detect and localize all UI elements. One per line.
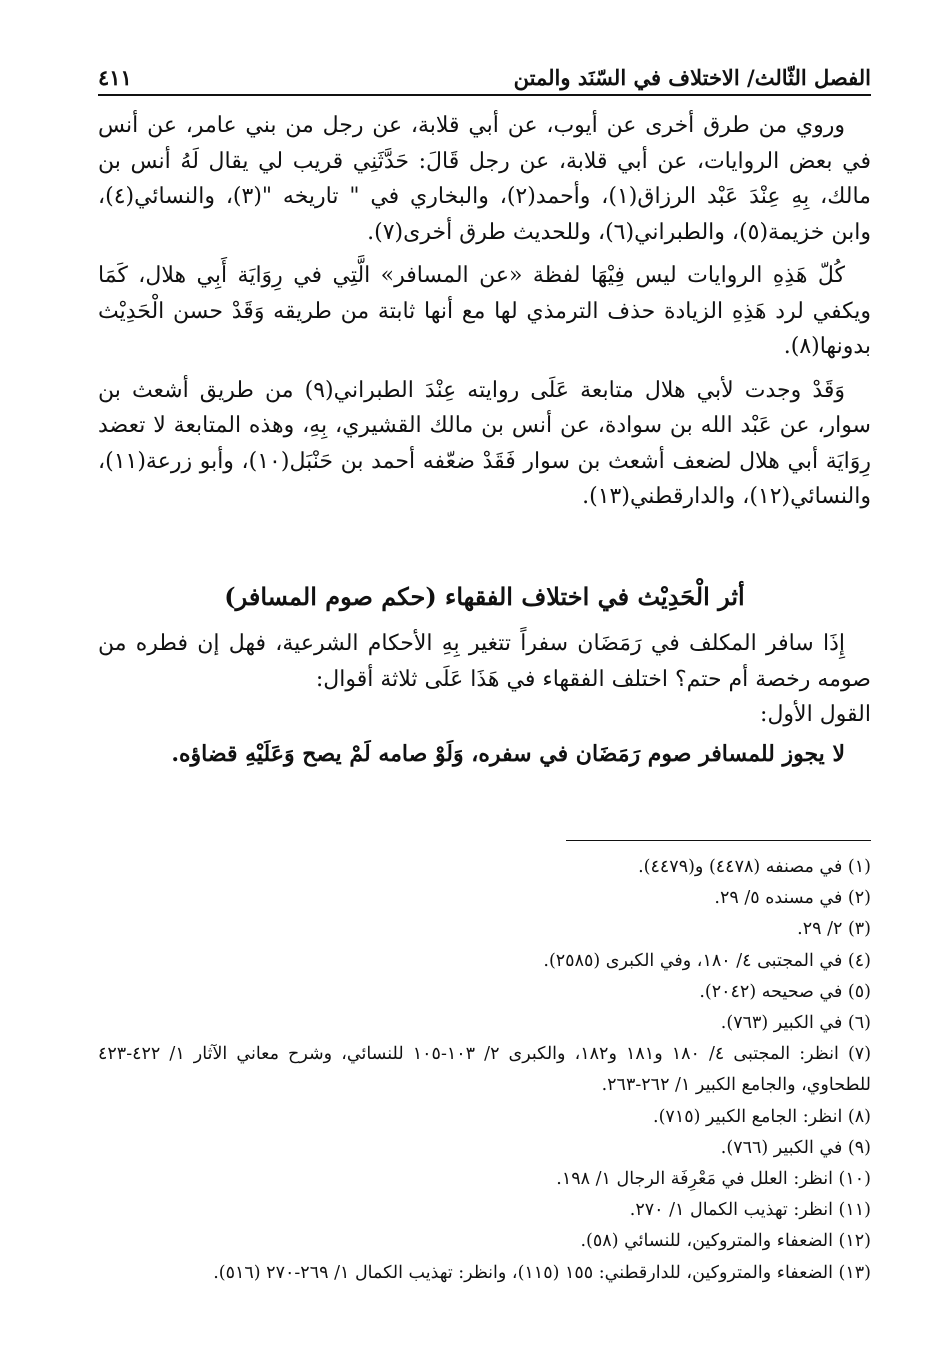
page-number: ٤١١ bbox=[98, 65, 132, 90]
paragraph: وَقَدْ وجدت لأبي هلال متابعة عَلَى روايته عِنْدَ الطبراني(٩) من طريق أشعث بن سوار، عن عَبْد الله بن سوادة، عن أنس بن مالك القشيري، بِهِ، وهذه المتابعة لا تعضد رِوَايَة أبي هلال لضعف أشعث بن سوار فَقَدْ ضعّفه أحمد بن حَنْبَل(١٠)، وأبو زرعة(١١)، والنسائي(١٢)، والدارقطني(١٣). bbox=[98, 377, 871, 509]
footnote: (١٣) الضعفاء والمتروكين، للدارقطني: ١٥٥ (١١٥)، وانظر: تهذيب الكمال ١/ ٢٦٩-٢٧٠ (٥١٦). bbox=[213, 1262, 871, 1283]
section-body bbox=[98, 626, 871, 772]
paragraph: وروي من طرق أخرى عن أيوب، عن أبي قلابة، عن رجل من بني عامر، عن أنس في بعض الروايات، عن أبي قلابة، عن رجل قَالَ: حَدَّثَنِي قريب لي يقال لَهُ أنس بن مالك، بِهِ عِنْدَ عَبْد الرزاق(١)، وأحمد(٢)، والبخاري في " تاريخه "(٣)، والنسائي(٤)، وابن خزيمة(٥)، والطبراني(٦)، وللحديث طرق أخرى(٧). bbox=[98, 113, 871, 245]
footnote: (١٠) انظر: العلل في مَعْرِفَة الرجال ١/ ١٩٨. bbox=[556, 1169, 871, 1190]
opinion-text: لا يجوز للمسافر صوم رَمَضَان في سفره، وَلَوْ صامه لَمْ يصح وَعَلَيْهِ قضاؤه. bbox=[171, 740, 845, 767]
footnote: (٦) في الكبير (٧٦٣). bbox=[720, 1013, 871, 1034]
page-header bbox=[98, 56, 871, 96]
footnote: (١١) انظر: تهذيب الكمال ١/ ٢٧٠. bbox=[629, 1200, 871, 1221]
footnote: (٣) ٢/ ٢٩. bbox=[797, 919, 871, 940]
section-heading: أثر الْحَدِيْث في اختلاف الفقهاء (حكم صوم المسافر) bbox=[224, 582, 745, 611]
main-text bbox=[98, 108, 871, 515]
footnote: (٨) انظر: الجامع الكبير (٧١٥). bbox=[653, 1106, 871, 1127]
footnote: (٢) في مسنده ٥/ ٢٩. bbox=[714, 888, 871, 909]
footnote-divider bbox=[566, 840, 871, 841]
footnote: (٧) انظر: المجتبى ٤/ ١٨٠ و١٨١ و١٨٢، والكبرى ٢/ ١٠٣-١٠٥ للنسائي، وشرح معاني الآثار ١/ ٤٢٢-٤٢٣ للطحاوي، والجامع الكبير ١/ ٢٦٢-٢٦٣. bbox=[98, 1044, 872, 1096]
opinion-label: القول الأول: bbox=[760, 702, 871, 727]
footnote: (٤) في المجتبى ٤/ ١٨٠، وفي الكبرى (٢٥٨٥). bbox=[543, 950, 871, 971]
footnotes bbox=[98, 852, 871, 1289]
footnote: (١) في مصنفه (٤٤٧٨) و(٤٤٧٩). bbox=[638, 857, 871, 877]
running-title: الفصل الثّالث/ الاختلاف في السّنَد والمتن bbox=[513, 65, 871, 90]
footnote: (٩) في الكبير (٧٦٦). bbox=[720, 1137, 871, 1158]
paragraph: كُلّ هَذِهِ الروايات ليس فِيْهَا لفظة «عن المسافر» الَّتِي في رِوَايَة أَبِي هلال، كَمَا ويكفي لرد هَذِهِ الزيادة حذف الترمذي لها مع أنها ثابتة من طريقه وَقَدْ حسن الْحَدِيْث بدونها(٨). bbox=[98, 263, 871, 359]
footnote: (١٢) الضعفاء والمتروكين، للنسائي (٥٨). bbox=[580, 1231, 871, 1252]
footnote: (٥) في صحيحه (٢٠٤٢). bbox=[699, 981, 871, 1002]
section-intro: إِذَا سافر المكلف في رَمَضَان سفراً تتغير بِهِ الأحكام الشرعية، فهل إن فطره من صومه رخصة أم حتم؟ اختلف الفقهاء في هَذَا عَلَى ثلاثة أقوال: bbox=[98, 631, 871, 692]
